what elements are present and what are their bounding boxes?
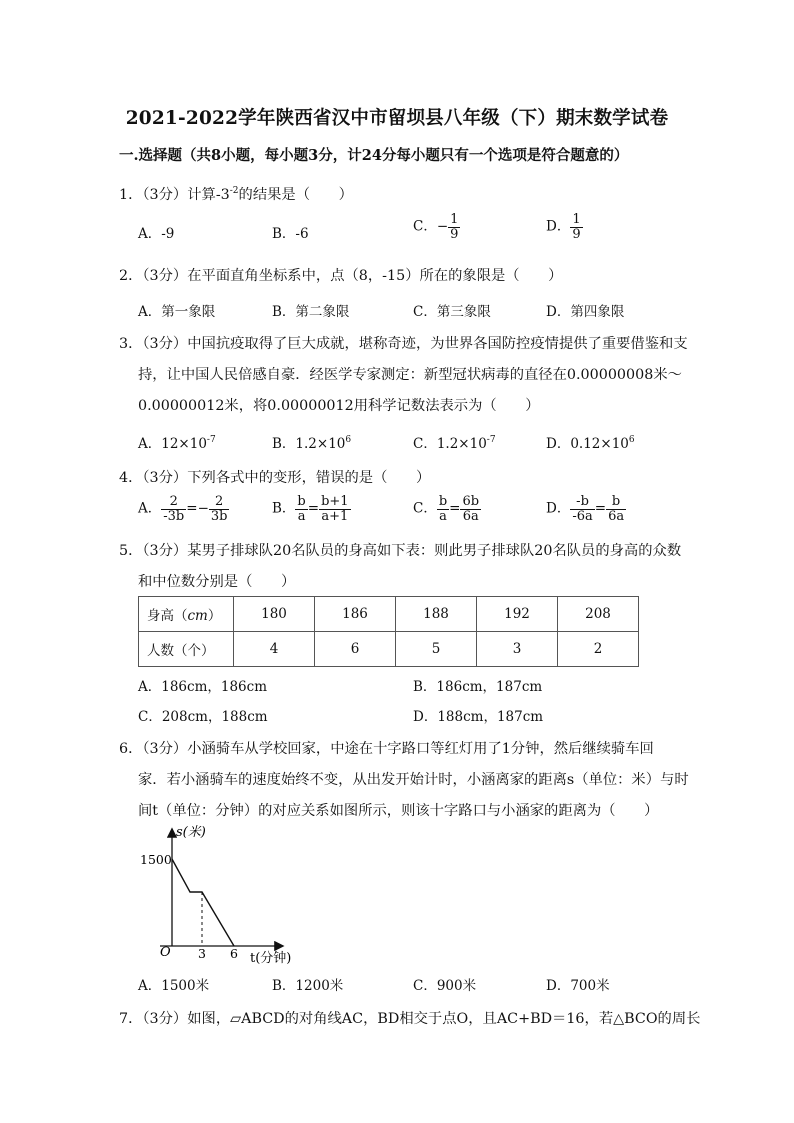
q6-option-c: C．900米	[413, 978, 477, 994]
q2-option-a: A．第一象限	[138, 304, 216, 320]
question-1-stem: 1．（3分）计算$-3^{-2}$的结果是（ ）	[119, 186, 353, 203]
section-heading: 一.选择题（共8小题，每小题3分，计24分每小题只有一个选项是符合题意的）	[119, 147, 629, 164]
exam-title: 2021-2022学年陕西省汉中市留坝县八年级（下）期末数学试卷	[125, 108, 669, 129]
table-header-count: 人数（个）	[139, 632, 234, 667]
question-6-line-3: 间t（单位：分钟）的对应关系如图所示，则该十字路口与小涵家的距离为（ ）	[138, 803, 659, 819]
table-cell: 2	[558, 632, 639, 667]
table-row	[139, 632, 639, 667]
q4-option-c: C． $\frac{b}{a}$ = $\frac{6b}{6a}$	[413, 494, 480, 524]
q5-option-b: B．186cm，187cm	[413, 679, 543, 695]
height-table	[138, 596, 639, 667]
table-cell: 208	[558, 597, 639, 632]
question-3-line-2: 持，让中国人民倍感自豪．经医学专家测定：新型冠状病毒的直径在0.00000008米～	[138, 367, 682, 383]
q3-option-a: A．$12\times 10^{-7}$	[138, 435, 216, 452]
question-4-stem: 4．（3分）下列各式中的变形，错误的是（ ）	[119, 470, 431, 486]
table-cell: 3	[477, 632, 558, 667]
q6-option-d: D．700米	[546, 978, 610, 994]
question-6-line-2: 家．若小涵骑车的速度始终不变，从出发开始计时，小涵离家的距离s（单位：米）与时	[138, 772, 689, 788]
table-cell: 186	[315, 597, 396, 632]
origin-label: O	[160, 945, 171, 960]
q5-option-c: C．208cm，188cm	[138, 709, 268, 725]
q4-option-b: B． $\frac{b}{a}$ = $\frac{b+1}{a+1}$	[272, 494, 349, 524]
q1-option-b: B．-6	[272, 226, 309, 242]
q1-option-c: C．− $\frac{1}{9}$	[413, 212, 459, 242]
y-tick-label: 1500	[140, 852, 172, 867]
question-3-line-1: 3．（3分）中国抗疫取得了巨大成就，堪称奇迹，为世界各国防控疫情提供了重要借鉴和支	[119, 336, 688, 352]
x-axis-label: t(分钟)	[250, 951, 292, 966]
q3-option-c: C．$1.2\times 10^{-7}$	[413, 435, 496, 452]
table-cell: 5	[396, 632, 477, 667]
q5-option-a: A．186cm，186cm	[138, 679, 268, 695]
x-tick-label-3: 3	[198, 946, 206, 961]
table-row	[139, 597, 639, 632]
graph-line	[172, 859, 234, 946]
q1-option-a: A．-9	[138, 226, 175, 242]
table-header-height: 身高（cm）	[139, 597, 234, 632]
table-cell: 192	[477, 597, 558, 632]
question-3-line-3: 0.00000012米，将0.00000012用科学记数法表示为（ ）	[138, 398, 540, 414]
y-axis-label: s(米)	[176, 825, 206, 840]
distance-time-graph	[140, 822, 320, 970]
q4-option-d: D． $\frac{-b}{-6a}$ = $\frac{b}{6a}$	[546, 494, 625, 524]
q6-option-a: A．1500米	[138, 978, 210, 994]
question-5-line-1: 5．（3分）某男子排球队20名队员的身高如下表：则此男子排球队20名队员的身高的众数	[119, 543, 682, 559]
q2-option-b: B．第二象限	[272, 304, 350, 320]
q6-option-b: B．1200米	[272, 978, 344, 994]
question-7-stem: 7．（3分）如图，▱ABCD的对角线AC，BD相交于点O，且AC+BD＝16，若△BCO的周长	[119, 1011, 701, 1027]
q1-option-d: D． $\frac{1}{9}$	[546, 212, 581, 242]
table-cell: 180	[234, 597, 315, 632]
q3-option-d: D．$0.12\times 10^6$	[546, 435, 635, 452]
q2-option-c: C．第三象限	[413, 304, 491, 320]
table-cell: 4	[234, 632, 315, 667]
q2-option-d: D．第四象限	[546, 304, 625, 320]
q4-option-a: A． $\frac{2}{-3b}$ =− $\frac{2}{3b}$	[138, 494, 228, 524]
question-2-stem: 2．（3分）在平面直角坐标系中，点（8，-15）所在的象限是（ ）	[119, 268, 563, 284]
q5-option-d: D．188cm，187cm	[413, 709, 544, 725]
question-6-line-1: 6．（3分）小涵骑车从学校回家，中途在十字路口等红灯用了1分钟，然后继续骑车回	[119, 741, 654, 757]
table-cell: 188	[396, 597, 477, 632]
x-tick-label-6: 6	[230, 946, 238, 961]
question-5-line-2: 和中位数分别是（ ）	[138, 574, 296, 590]
q3-option-b: B．$1.2\times 10^6$	[272, 435, 352, 452]
table-cell: 6	[315, 632, 396, 667]
